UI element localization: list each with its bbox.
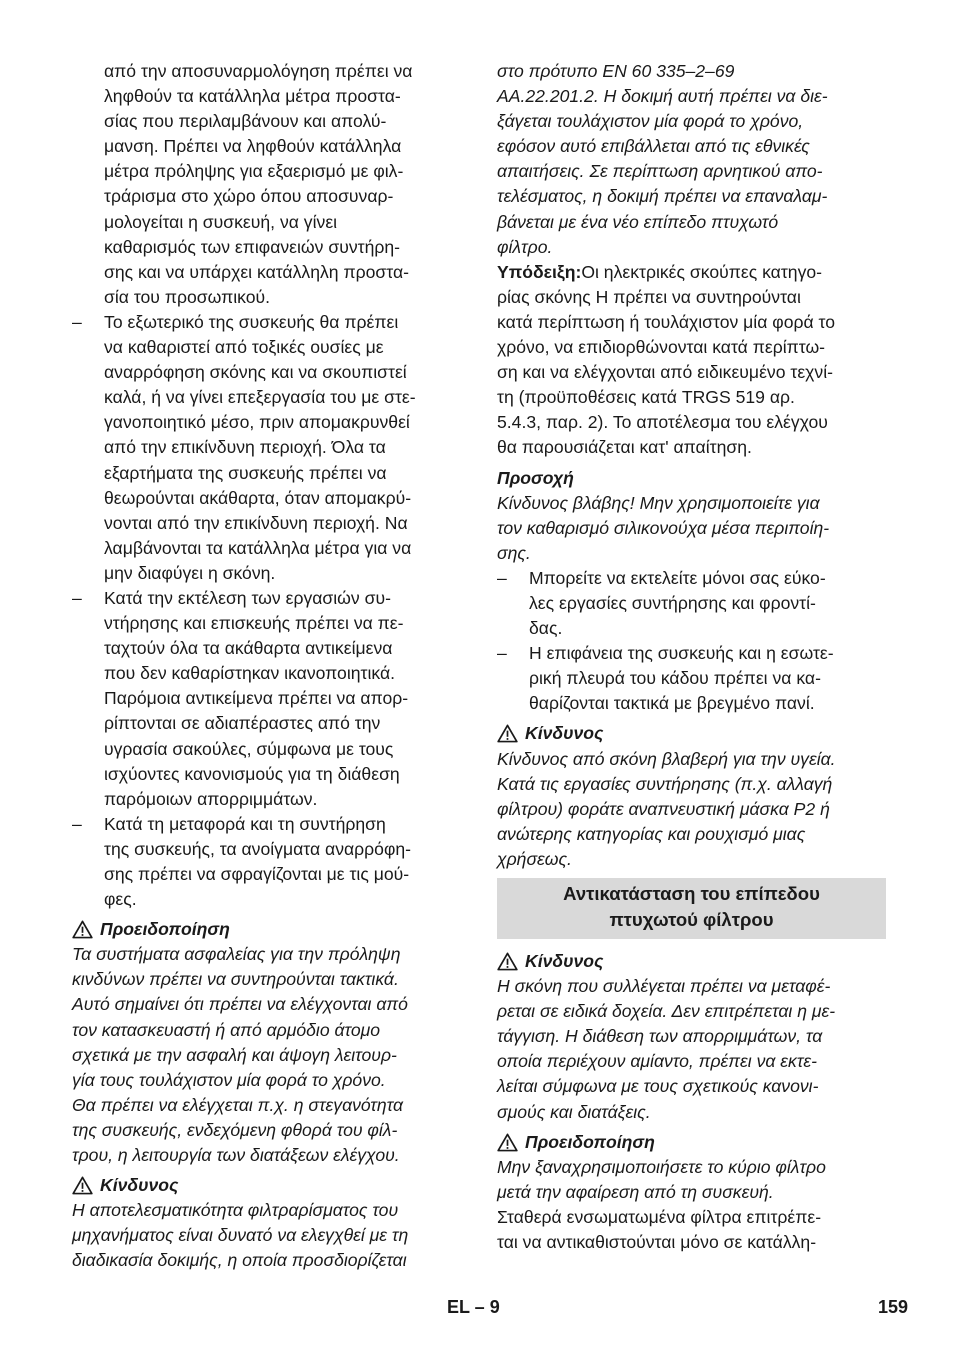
- text-line: σία του προσωπικού.: [104, 286, 271, 307]
- text-line: σης πρέπει να σφραγίζονται με τις μού-: [104, 864, 410, 884]
- danger-heading: [497, 949, 889, 974]
- text-line: Η επιφάνεια της συσκευής και η εσωτε-: [529, 643, 834, 664]
- text-line: φίλτρο.: [497, 236, 553, 257]
- text-line: δας.: [529, 618, 563, 639]
- text-line: Κατά τις εργασίες συντήρησης (π.χ. αλλαγή: [497, 773, 833, 794]
- text-line: καθαρισμός των επιφανειών συντήρη-: [104, 236, 401, 257]
- bullet-item: [72, 586, 464, 812]
- warning-triangle-icon: [72, 920, 93, 939]
- text-line: Αυτό σημαίνει ότι πρέπει να ελέγχονται από: [72, 994, 408, 1015]
- text-line: μέτρα πρόληψης για εξαερισμό με φιλ-: [104, 161, 404, 182]
- warning-triangle-icon: [72, 1176, 93, 1195]
- bullet-dash: –: [72, 587, 82, 608]
- text-line: Μην ξαναχρησιμοποιήσετε το κύριο φίλτρο: [497, 1156, 826, 1177]
- text-line: ντήρησης και επισκευής πρέπει να πε-: [104, 613, 404, 634]
- text-line: Η αποτελεσματικότητα φιλτραρίσματος του: [72, 1200, 399, 1221]
- language-page-code: EL – 9: [447, 1297, 500, 1317]
- text-line: βάνεται με ένα νέο επίπεδο πτυχωτό: [497, 211, 779, 232]
- text-line: ρίπτονται σε αδιαπέραστες από την: [104, 713, 381, 734]
- danger-title: Κίνδυνος: [525, 723, 604, 744]
- text-line: Τα συστήματα ασφαλείας για την πρόληψη: [72, 944, 401, 965]
- text-line: μην διαφύγει η σκόνη.: [104, 562, 276, 583]
- text-line: Θα πρέπει να ελέγχεται π.χ. η στεγανότητα: [72, 1094, 404, 1115]
- text-line: σίας που περιλαμβάνουν και απολύ-: [104, 111, 387, 132]
- danger-title: Κίνδυνος: [525, 951, 604, 971]
- text-line: ρική πλευρά του κάδου πρέπει να κα-: [529, 668, 821, 689]
- section-title-line: Αντικατάσταση του επίπεδου: [563, 883, 820, 904]
- text-line: της συσκευής, τα ανοίγματα αναρρόφη-: [104, 838, 412, 859]
- text-line: νονται από την επικίνδυνη περιοχή. Να: [104, 512, 408, 533]
- text-line: που δεν καθαρίστηκαν ικανοποιητικά.: [104, 663, 396, 684]
- text-line: γανοποιητικό μέσο, πριν απομακρυνθεί: [104, 412, 410, 433]
- text-line: Κατά την εκτέλεση των εργασιών συ-: [104, 587, 391, 608]
- text-line: φες.: [104, 889, 137, 910]
- text-line: θα παρουσιάζεται κατ' απαίτηση.: [497, 437, 752, 458]
- text-line: Κατά τη μεταφορά και τη συντήρηση: [104, 813, 386, 834]
- warning-triangle-icon: [497, 952, 518, 971]
- text-line: χρήσεως.: [497, 848, 572, 869]
- text-line: Κίνδυνος από σκόνη βλαβερή για την υγεία.: [497, 748, 836, 769]
- text-line: τελέσματος, η δοκιμή πρέπει να επαναλαμ-: [497, 186, 828, 207]
- text-line: ταχτούν όλα τα ακάθαρτα αντικείμενα: [104, 638, 393, 659]
- warning-title: Προειδοποίηση: [100, 919, 230, 940]
- text-line: θαρίζονται τακτικά με βρεγμένο πανί.: [529, 693, 815, 714]
- text-line: σης και να υπάρχει κατάλληλη προστα-: [104, 261, 409, 282]
- warning-triangle-icon: [497, 1133, 518, 1152]
- text-line: ρίας σκόνης Η πρέπει να συντηρούνται: [497, 286, 801, 307]
- danger-heading: [72, 1173, 464, 1198]
- text-line: Σταθερά ενσωματωμένα φίλτρα επιτρέπε-: [497, 1206, 822, 1227]
- text-line: εξαρτήματα της συσκευής πρέπει να: [104, 462, 387, 483]
- text-line: ξάγεται τουλάχιστον μία φορά το χρόνο,: [497, 111, 804, 132]
- text-line: Μπορείτε να εκτελείτε μόνοι σας εύκο-: [529, 567, 826, 588]
- text-line: καλά, ή να γίνει επεξεργασία του με στε-: [104, 387, 416, 408]
- section-title-line: πτυχωτού φίλτρου: [609, 909, 774, 930]
- note-label: Υπόδειξη:: [497, 261, 582, 282]
- text-line: μετά την αφαίρεση από τη συσκευή.: [497, 1181, 774, 1202]
- text-line: φίλτρου) φοράτε αναπνευστική μάσκα P2 ή: [497, 798, 830, 819]
- text-line: να καθαριστεί από τοξικές ουσίες με: [104, 337, 384, 358]
- danger-text: [497, 747, 889, 872]
- text-line: ανώτερης κατηγορίας και ρουχισμό μιας: [497, 823, 806, 844]
- warning-title: Προειδοποίηση: [525, 1131, 655, 1152]
- text-line: σμούς και διατάξεις.: [497, 1101, 651, 1122]
- text-line: αναρρόφηση σκόνης και να σκουπιστεί: [104, 362, 407, 383]
- warning-triangle-icon: [497, 724, 518, 743]
- text-line: οποία περιέχουν αμίαντο, πρέπει να εκτε-: [497, 1051, 818, 1072]
- text-line: τρου, η λειτουργία των διατάξεων ελέγχου.: [72, 1145, 400, 1166]
- text-line: από την αποσυναρμολόγηση πρέπει να: [104, 61, 413, 81]
- text-line: AA.22.201.2. Η δοκιμή αυτή πρέπει να διε-: [497, 86, 828, 107]
- text-line: τη (προϋποθέσεις κατά TRGS 519 αρ.: [497, 387, 795, 408]
- text-line: διαδικασία δοκιμής, η οποία προσδιορίζεται: [72, 1250, 407, 1271]
- section-heading: [497, 878, 886, 939]
- bullet-dash: –: [72, 813, 82, 834]
- text-line: λαμβάνονται τα κατάλληλα μέτρα για να: [104, 537, 412, 558]
- danger-text: [72, 1198, 464, 1273]
- text-line: Παρόμοια αντικείμενα πρέπει να απορ-: [104, 688, 409, 709]
- continued-text: [497, 59, 889, 260]
- body-text: [497, 1205, 889, 1255]
- bullet-item: [497, 641, 889, 716]
- text-line: Το εξωτερικό της συσκευής θα πρέπει: [104, 311, 399, 332]
- warning-heading: [72, 917, 464, 942]
- text-line: γία τους τουλάχιστον μία φορά το χρόνο.: [72, 1069, 386, 1090]
- text-line: απαιτήσεις. Σε περίπτωση αρνητικού απο-: [497, 161, 823, 182]
- text-line: υγρασία σακούλες, σύμφωνα με τους: [104, 738, 394, 759]
- text-line: Κίνδυνος βλάβης! Μην χρησιμοποιείτε για: [497, 492, 820, 513]
- text-line: τάγγιση. Η διάθεση των απορριμμάτων, τα: [497, 1026, 823, 1047]
- text-line: της συσκευής, ενδεχόμενη φθορά του φίλ-: [72, 1119, 398, 1140]
- text-line: κατά περίπτωση ή τουλάχιστον μία φορά το: [497, 311, 836, 332]
- text-line: τον καθαρισμό σιλικονούχα μέσα περιποίη-: [497, 517, 830, 538]
- bullet-dash: –: [72, 311, 82, 332]
- text-line: στο πρότυπο EN 60 335–2–69: [497, 61, 735, 81]
- intro-paragraph: [72, 59, 464, 310]
- danger-text: [497, 974, 889, 1125]
- text-line: 5.4.3, παρ. 2). Το αποτέλεσμα του ελέγχου: [497, 412, 828, 433]
- text-line: μηχανήματος είναι δυνατό να ελεγχθεί με τη: [72, 1225, 409, 1246]
- text-line: από την επικίνδυνη περιοχή. Όλα τα: [104, 437, 386, 458]
- note-first-line: Οι ηλεκτρικές σκούπες κατηγο-: [581, 261, 823, 282]
- bullet-dash: –: [497, 643, 507, 664]
- text-line: θεωρούνται ακάθαρτα, όταν απομακρύ-: [104, 487, 412, 508]
- warning-text: [72, 942, 464, 1168]
- text-line: ισχύοντες κανονισμούς για τη διάθεση: [104, 763, 400, 784]
- text-line: σχετικά με την ασφαλή και άψογη λειτουρ-: [72, 1044, 397, 1065]
- bullet-item: [497, 566, 889, 641]
- danger-heading: [497, 721, 889, 746]
- text-line: εφόσον αυτό επιβάλλεται από τις εθνικές: [497, 136, 810, 157]
- caution-title: Προσοχή: [497, 467, 574, 488]
- note-paragraph: [497, 260, 889, 461]
- left-column: [72, 59, 464, 1274]
- text-line: μανση. Πρέπει να ληφθούν κατάλληλα: [104, 136, 402, 157]
- text-line: ληφθούν τα κατάλληλα μέτρα προστα-: [104, 86, 401, 107]
- text-line: λείται σύμφωνα με τους σχετικούς κανονι-: [497, 1076, 819, 1097]
- text-line: ρεται σε ειδικά δοχεία. Δεν επιτρέπεται η με-: [497, 1001, 836, 1022]
- caution-heading: [497, 466, 889, 491]
- bullet-dash: –: [497, 567, 507, 588]
- danger-title: Κίνδυνος: [100, 1175, 179, 1196]
- text-line: τράρισμα στο χώρο όπου αποσυναρ-: [104, 186, 394, 207]
- right-column: [497, 59, 889, 1255]
- warning-text: [497, 1155, 889, 1205]
- text-line: τον κατασκευαστή ή από αρμόδιο άτομο: [72, 1019, 381, 1040]
- bullet-item: [72, 310, 464, 586]
- text-line: λες εργασίες συντήρησης και φροντί-: [529, 592, 816, 613]
- text-line: [497, 260, 889, 285]
- text-line: Η σκόνη που συλλέγεται πρέπει να μεταφέ-: [497, 976, 831, 997]
- text-line: χρόνο, να επιδιορθώνονται κατά περίπτω-: [497, 337, 826, 358]
- text-line: κινδύνων πρέπει να συντηρούνται τακτικά.: [72, 969, 399, 990]
- text-line: παρόμοιων απορριμμάτων.: [104, 788, 318, 809]
- page-number: 159: [878, 1297, 909, 1317]
- text-line: ται να αντικαθιστούνται μόνο σε κατάλλη-: [497, 1232, 817, 1253]
- warning-heading: [497, 1130, 889, 1155]
- text-line: ση και να ελέγχονται από ειδικευμένο τεχνί-: [497, 362, 833, 383]
- bullet-item: [72, 812, 464, 912]
- text-line: σης.: [497, 542, 531, 563]
- text-line: μολογείται η συσκευή, να γίνει: [104, 211, 338, 232]
- caution-text: [497, 491, 889, 566]
